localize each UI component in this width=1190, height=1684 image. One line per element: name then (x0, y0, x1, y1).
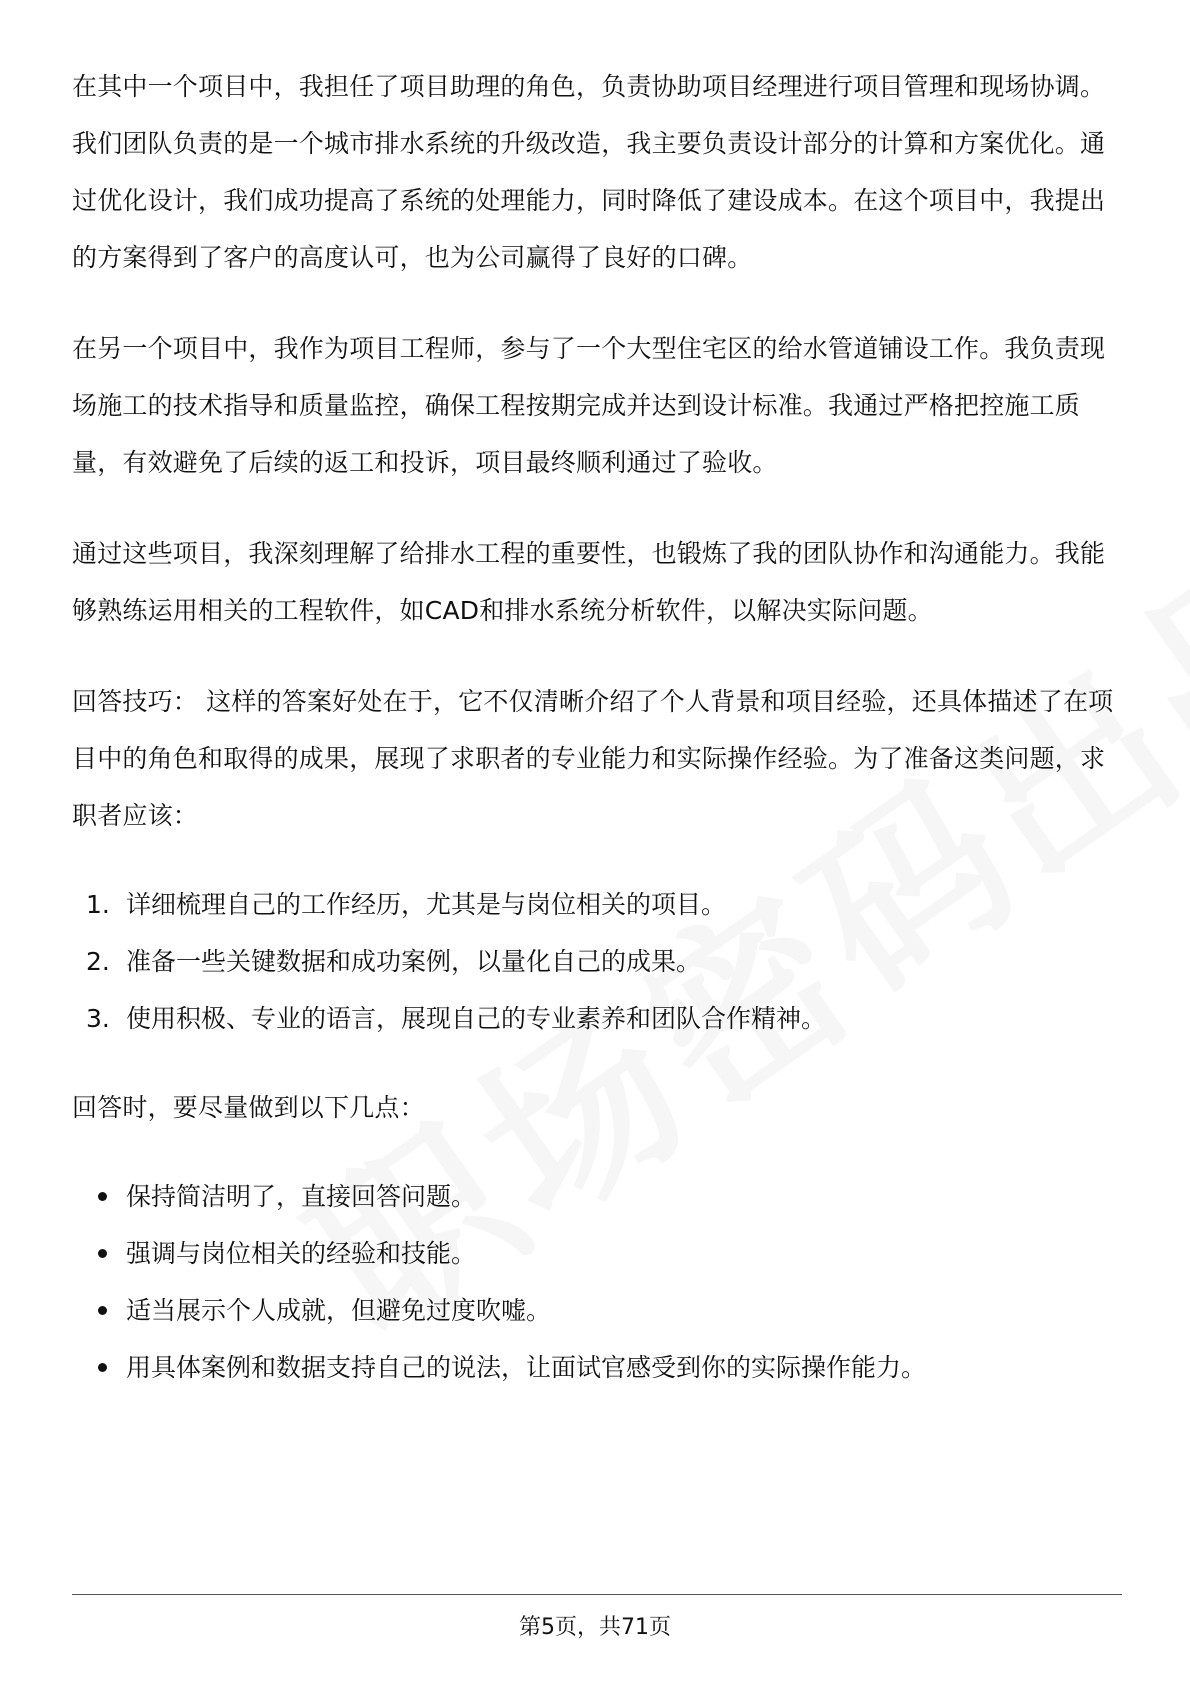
list-item-text: 保持简洁明了，直接回答问题。 (126, 1182, 477, 1211)
list-item-text: 使用积极、专业的语言，展现自己的专业素养和团队合作精神。 (126, 1004, 827, 1033)
bullet-icon (98, 1192, 107, 1201)
paragraph-project-assistant: 在其中一个项目中，我担任了项目助理的角色，负责协助项目经理进行项目管理和现场协调。我们团队负责的是一个城市排水系统的升级改造，我主要负责设计部分的计算和方案优化。通过优化设计，我们成功提高了系统的处理能力，同时降低了建设成本。在这个项目中，我提出的方案得到了客户的高度认可，也为公司赢得了良好的口碑。 (72, 72, 1106, 272)
list-item-number: 1. (86, 890, 110, 919)
footer-divider (72, 1594, 1122, 1595)
numbered-list (72, 876, 1122, 1047)
list-item-text: 适当展示个人成就，但避免过度吹嘘。 (126, 1296, 552, 1325)
list-item (72, 876, 1122, 933)
list-item (72, 1282, 1122, 1339)
paragraph-summary: 通过这些项目，我深刻理解了给排水工程的重要性，也锻炼了我的团队协作和沟通能力。我能够熟练运用相关的工程软件，如CAD和排水系统分析软件，以解决实际问题。 (72, 539, 1106, 625)
bullet-icon (98, 1306, 107, 1315)
list-item-number: 2. (86, 947, 110, 976)
list-item (72, 990, 1122, 1047)
list-item-text: 详细梳理自己的工作经历，尤其是与岗位相关的项目。 (126, 890, 727, 919)
list-item-text: 用具体案例和数据支持自己的说法，让面试官感受到你的实际操作能力。 (126, 1353, 927, 1382)
list-item-text: 准备一些关键数据和成功案例，以量化自己的成果。 (126, 947, 702, 976)
list-item (72, 1339, 1122, 1396)
page-content (72, 58, 1122, 1396)
bullet-list (72, 1168, 1122, 1396)
bullet-icon (98, 1249, 107, 1258)
paragraph-project-engineer: 在另一个项目中，我作为项目工程师，参与了一个大型住宅区的给水管道铺设工作。我负责现场施工的技术指导和质量监控，确保工程按期完成并达到设计标准。我通过严格把控施工质量，有效避免了后续的返工和投诉，项目最终顺利通过了验收。 (72, 334, 1106, 477)
list-item (72, 1168, 1122, 1225)
list-item-text: 强调与岗位相关的经验和技能。 (126, 1239, 477, 1268)
list-item (72, 1225, 1122, 1282)
bullet-icon (98, 1363, 107, 1372)
list-item (72, 933, 1122, 990)
page-number: 第5页，共71页 (519, 1615, 671, 1640)
paragraph-answer-intro: 回答时，要尽量做到以下几点： (72, 1093, 425, 1122)
list-item-number: 3. (86, 1004, 110, 1033)
paragraph-answer-tips: 回答技巧： 这样的答案好处在于，它不仅清晰介绍了个人背景和项目经验，还具体描述了在项目中的角色和取得的成果，展现了求职者的专业能力和实际操作经验。为了准备这类问题，求职者应该： (72, 687, 1114, 830)
